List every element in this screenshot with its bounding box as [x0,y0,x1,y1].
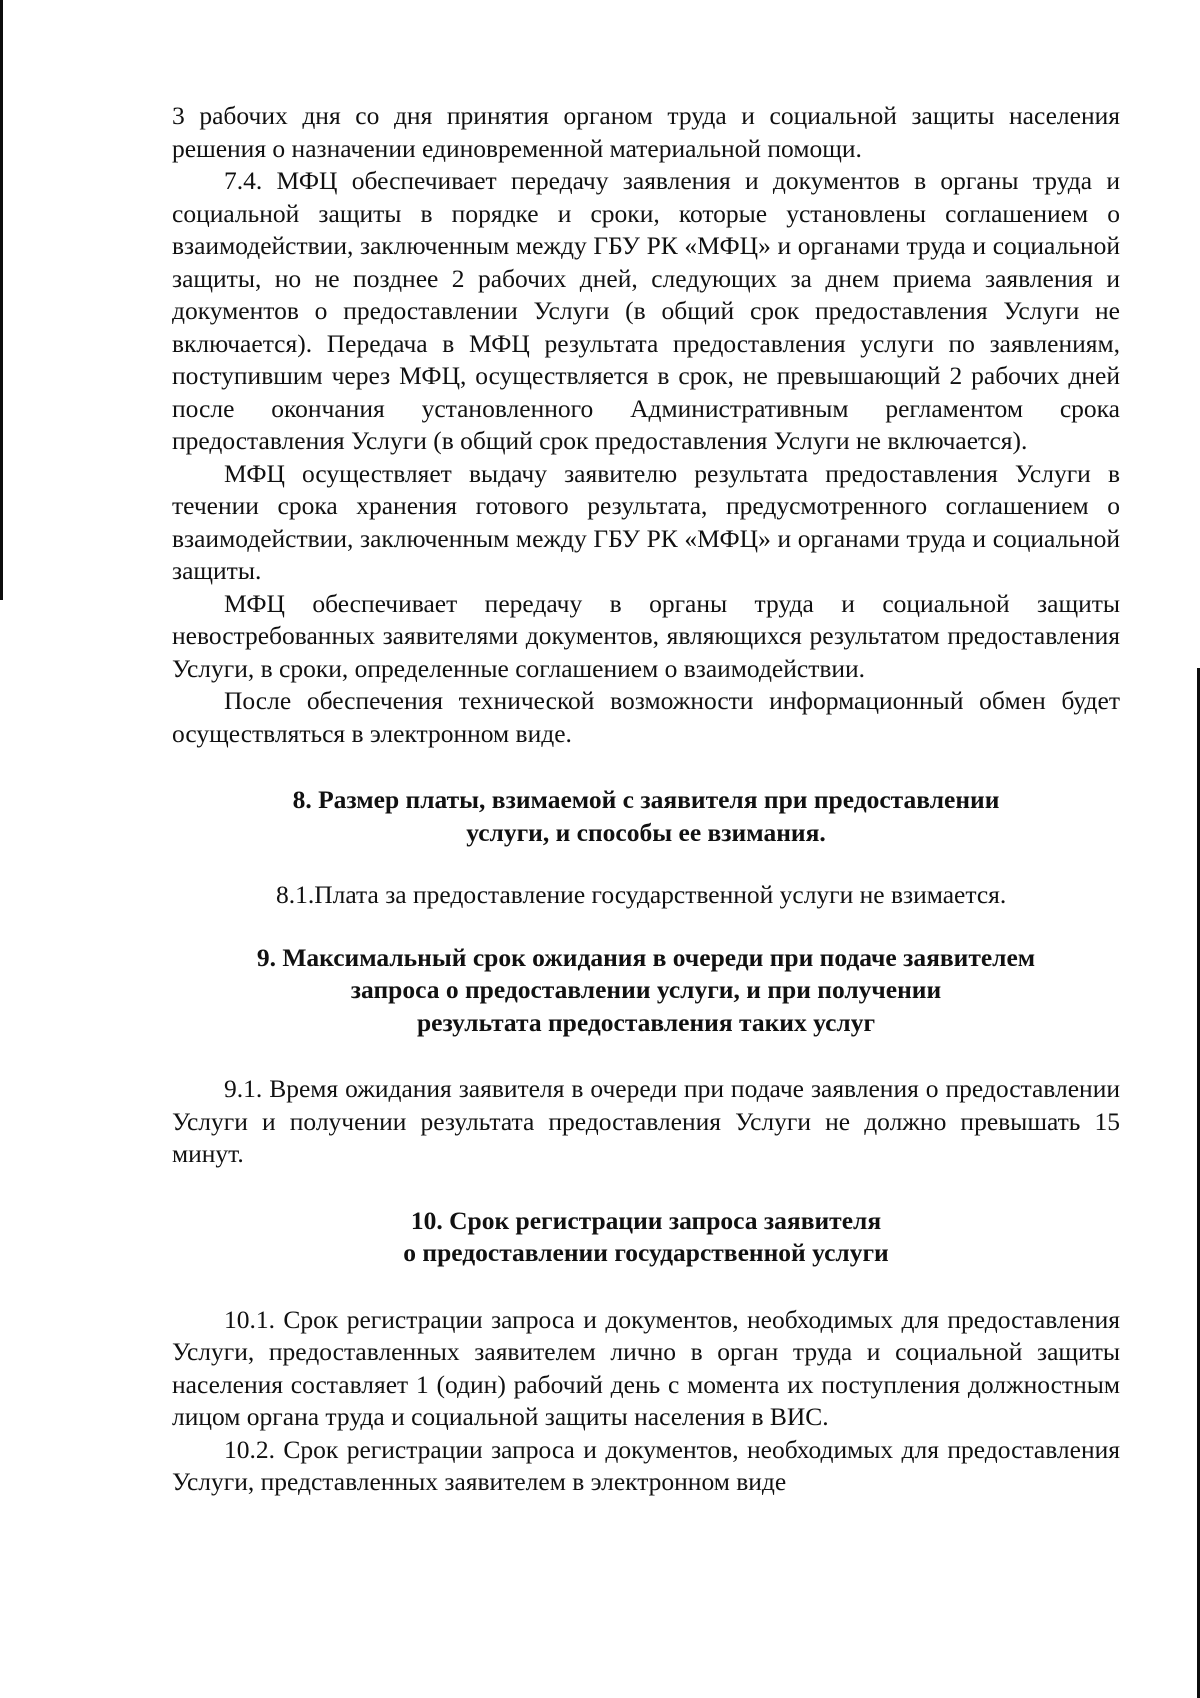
section-10-heading-line1: 10. Срок регистрации запроса заявителя [410,1205,882,1235]
paragraph-7-4: 7.4. МФЦ обеспечивает передачу заявления и документов в органы труда и социальной защиты в порядке и сроки, которые установлены соглашением о взаимодействии, заключенным между ГБУ РК «МФЦ» и органами труда и социальной защиты, но не позднее 2 рабочих дней, следующих за днем приема заявления и документов о предоставлении Услуги (в общий срок предоставления Услуги не включается). Передача в МФЦ результата предоставления услуги по заявлениям, поступившим через МФЦ, осуществляется в срок, не превышающий 2 рабочих дней после окончания установленного Административным регламентом срока предоставления Услуги (в общий срок предоставления Услуги не включается). [172,166,1120,455]
section-8-heading-line2: услуги, и способы ее взимания. [466,817,826,847]
paragraph-10-1: 10.1. Срок регистрации запроса и документов, необходимых для предоставления Услуги, предоставленных заявителем лично в орган труда и социальной защиты населения составляет 1 (один) рабочий день с момента их поступления должностным лицом органа труда и социальной защиты населения в ВИС. [172,1304,1120,1431]
paragraph-mfc-issue: МФЦ осуществляет выдачу заявителю результата предоставления Услуги в течении срока хранения готового результата, предусмотренного соглашением о взаимодействии, заключенным между ГБУ РК «МФЦ» и органами труда и социальной защиты. [172,458,1120,585]
paragraph-8-1-text: Плата за предоставление государственной услуги не взимается. [314,880,1007,909]
section-9-heading-line1: 9. Максимальный срок ожидания в очереди при подаче заявителем [256,942,1036,972]
section-9-heading-line3: результата предоставления таких услуг [416,1007,876,1037]
paragraph-electronic-exchange: После обеспечения технической возможности информационный обмен будет осуществляться в электронном виде. [172,686,1120,748]
section-8-heading-line1: 8. Размер платы, взимаемой с заявителя при предоставлении [292,785,1000,814]
section-8-heading [172,784,1120,849]
paragraph-mfc-return: МФЦ обеспечивает передачу в органы труда и социальной защиты невостребованных заявителями документов, являющихся результатом предоставления Услуги, в сроки, определенные соглашением о взаимодействии. [172,588,1120,683]
paragraph-9-1: 9.1. Время ожидания заявителя в очереди при подаче заявления о предоставлении Услуги и получении результата предоставления Услуги не должно превышать 15 минут. [172,1074,1120,1168]
section-10-heading [172,1205,1120,1270]
section-9-heading [172,942,1120,1040]
paragraph-8-1-number: 8.1. [276,880,315,909]
section-9-heading-line2: запроса о предоставлении услуги, и при получении [350,975,942,1004]
paragraph-continuation: 3 рабочих дня со дня принятия органом труда и социальной защиты населения решения о назначении единовременной материальной помощи. [172,101,1120,163]
document-page [172,100,1120,1499]
paragraph-8-1 [172,879,1120,912]
paragraph-10-2: 10.2. Срок регистрации запроса и документов, необходимых для предоставления Услуги, представленных заявителем в электронном виде [172,1434,1120,1496]
scan-left-edge [0,0,3,600]
section-10-heading-line2: о предоставлении государственной услуги [403,1238,889,1267]
